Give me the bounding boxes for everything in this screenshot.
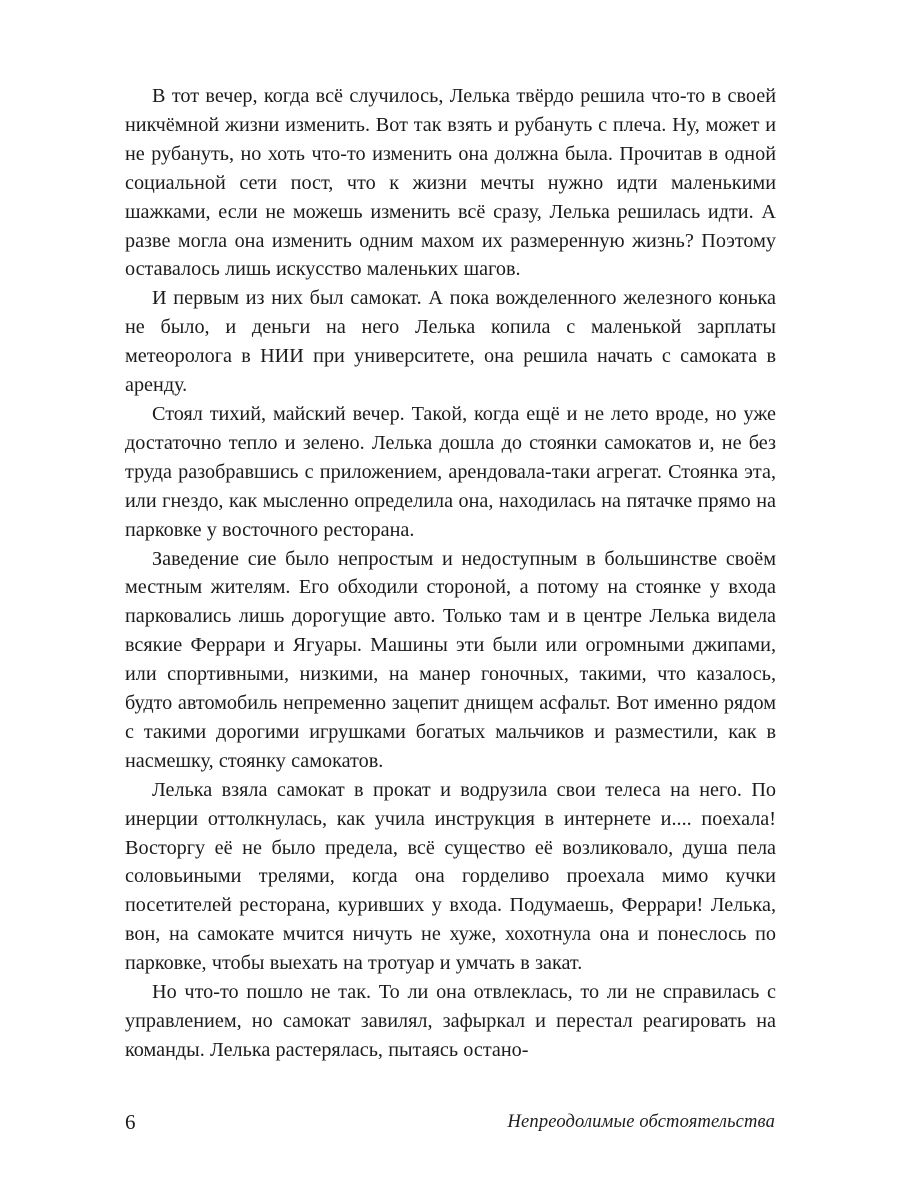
paragraph: И первым из них был самокат. А пока вожделенного железного конька не было, и деньги на него Лелька копила с маленькой зарплаты метеоролога в НИИ при университете, она решила начать с самоката в аренду. bbox=[125, 287, 776, 397]
page-number: 6 bbox=[125, 1110, 136, 1134]
page-footer bbox=[125, 1108, 775, 1142]
paragraph: Заведение сие было непростым и недоступным в большинстве своём местным жителям. Его обходили стороной, а потому на стоянке у входа парковались лишь дорогущие авто. Только там и в центре Лелька видела всякие Феррари и Ягуары. Машины эти были или огромными джипами, или спортивными, низкими, на манер гоночных, такими, что казалось, будто автомобиль непременно зацепит днищем асфальт. Вот именно рядом с такими дорогими игрушками богатых мальчиков и разместили, как в насмешку, стоянку самокатов. bbox=[125, 547, 776, 772]
paragraph: Лелька взяла самокат в прокат и водрузила свои телеса на него. По инерции оттолкнулась, как учила инструкция в интернете и.... поехала! Восторгу её не было предела, всё существо её возликовало, душа пела соловьиными трелями, когда она горделиво проехала мимо кучки посетителей ресторана, куривших у входа. Подумаешь, Феррари! Лелька, вон, на самокате мчится ничуть не хуже, хохотнула она и понеслось по парковке, чтобы выехать на тротуар и умчать в закат. bbox=[125, 778, 776, 975]
paragraph: В тот вечер, когда всё случилось, Лелька твёрдо решила что-то в своей никчёмной жизни изменить. Вот так взять и рубануть с плеча. Ну, может и не рубануть, но хоть что-то изменить она должна была. Прочитав в одной социальной сети пост, что к жизни мечты нужно идти маленькими шажками, если не можешь изменить всё сразу, Лелька решилась идти. А разве могла она изменить одним махом их размеренную жизнь? Поэтому оставалось лишь искусство маленьких шагов. bbox=[125, 85, 776, 281]
paragraph: Но что-то пошло не так. То ли она отвлеклась, то ли не справилась с управлением, но самокат завилял, зафыркал и перестал реагировать на команды. Лелька растерялась, пытаясь остано- bbox=[125, 981, 776, 1061]
body-text-block bbox=[125, 82, 776, 1065]
paragraph: Стоял тихий, майский вечер. Такой, когда ещё и не лето вроде, но уже достаточно тепло и зелено. Лелька дошла до стоянки самокатов и, не без труда разобравшись с приложением, арендовала-таки агрегат. Стоянка эта, или гнездо, как мысленно определила она, находилась на пятачке прямо на парковке у восточного ресторана. bbox=[125, 402, 776, 541]
running-title: Непреодолимые обстоятельства bbox=[507, 1112, 775, 1132]
